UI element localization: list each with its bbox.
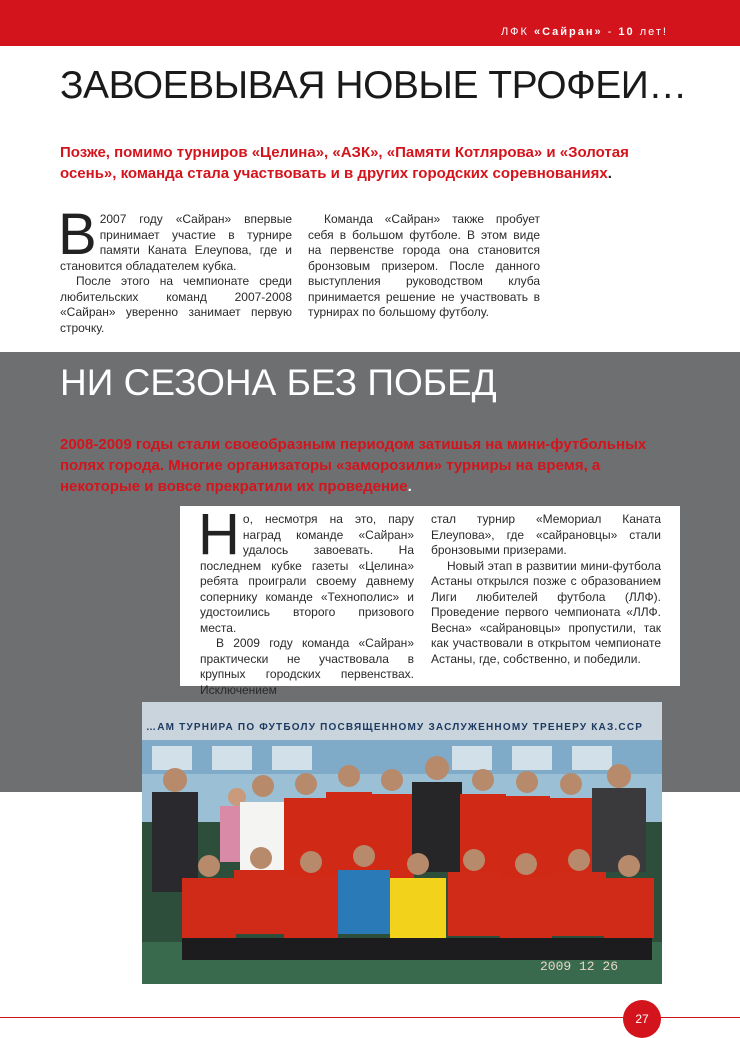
section2-dropcap: Н: [198, 502, 240, 567]
header-suffix: лет!: [634, 26, 668, 38]
section1-col1-paragraph-2: После этого на чемпионате среди любительских команд 2007-2008 «Сайран» уверенно занимает первую строчку.: [60, 274, 292, 335]
photo-banner: …АМ ТУРНИРА ПО ФУТБОЛУ ПОСВЯЩЕННОМУ ЗАСЛУЖЕННОМУ ТРЕНЕРУ КАЗ.ССР: [146, 722, 644, 733]
header-dash: -: [602, 26, 619, 38]
section2-lead-text: 2008-2009 годы стали своеобразным периодом затишья на мини-футбольных полях города. Многие организаторы «заморозили» турниры на время, а некоторые и вовсе прекратили их проведение: [60, 436, 647, 495]
section1-lead-end: .: [607, 165, 612, 182]
section1-lead-text: Позже, помимо турниров «Целина», «АЗК», «Памяти Котлярова» и «Золотая осень», команда стала участвовать и в других городских соревнованиях: [60, 144, 629, 182]
section2-col2-paragraph-2: Новый этап в развитии мини-футбола Астаны открылся позже с образованием Лиги любителей футбола (ЛЛФ). Проведение первого чемпионата «ЛЛФ. Весна» «сайрановцы» пропустили, так как участвовали в открытом чемпионате Астаны, где, собственно, и победили.: [431, 558, 661, 666]
header-number: 10: [618, 26, 635, 38]
section2-col2-paragraph-1: стал турнир «Мемориал Каната Елеупова», где «сайрановцы» стали бронзовыми призерами.: [431, 512, 661, 557]
header-team: «Сайран»: [533, 26, 603, 38]
section2-column-1: [198, 502, 414, 698]
section1-column-1: [58, 202, 292, 336]
page-number: 27: [623, 1000, 661, 1038]
section2-title: НИ СЕЗОНА БЕЗ ПОБЕД: [60, 362, 497, 403]
photo-date-stamp: 2009 12 26: [540, 959, 619, 974]
section2-col1-paragraph-1: о, несмотря на это, пару наград команде «Сайран» удалось завоевать. На последнем кубке газеты «Целина» ребята проиграли своему давнему сопернику команде «Технополис» и удостоились второго призового места.: [200, 512, 414, 635]
header-bar: [0, 0, 740, 46]
header-title: [501, 26, 668, 38]
section2-col1-paragraph-2: В 2009 году команда «Сайран» практически не участвовала в крупных городских первенствах. Исключением: [200, 636, 414, 697]
section2-column-2: [431, 512, 661, 667]
section1-col1-paragraph-1: 2007 году «Сайран» впервые принимает участие в турнире памяти Каната Елеупова, где и становится обладателем кубка.: [60, 212, 292, 273]
section1-col2-paragraph-1: Команда «Сайран» также пробует себя в большом футболе. В этом виде на первенстве города она становится бронзовым призером. После данного выступления руководством клуба принимается решение не участвовать в турнирах по большому футболу.: [308, 212, 540, 319]
section1-title: ЗАВОЕВЫВАЯ НОВЫЕ ТРОФЕИ…: [60, 64, 687, 107]
section2-lead-end: .: [407, 478, 412, 495]
section1-dropcap: В: [58, 202, 97, 267]
section1-lead: [60, 142, 680, 184]
header-prefix: ЛФК: [501, 26, 534, 38]
team-photo: [142, 702, 662, 984]
section2-lead: [60, 434, 670, 497]
section1-column-2: [308, 212, 540, 321]
